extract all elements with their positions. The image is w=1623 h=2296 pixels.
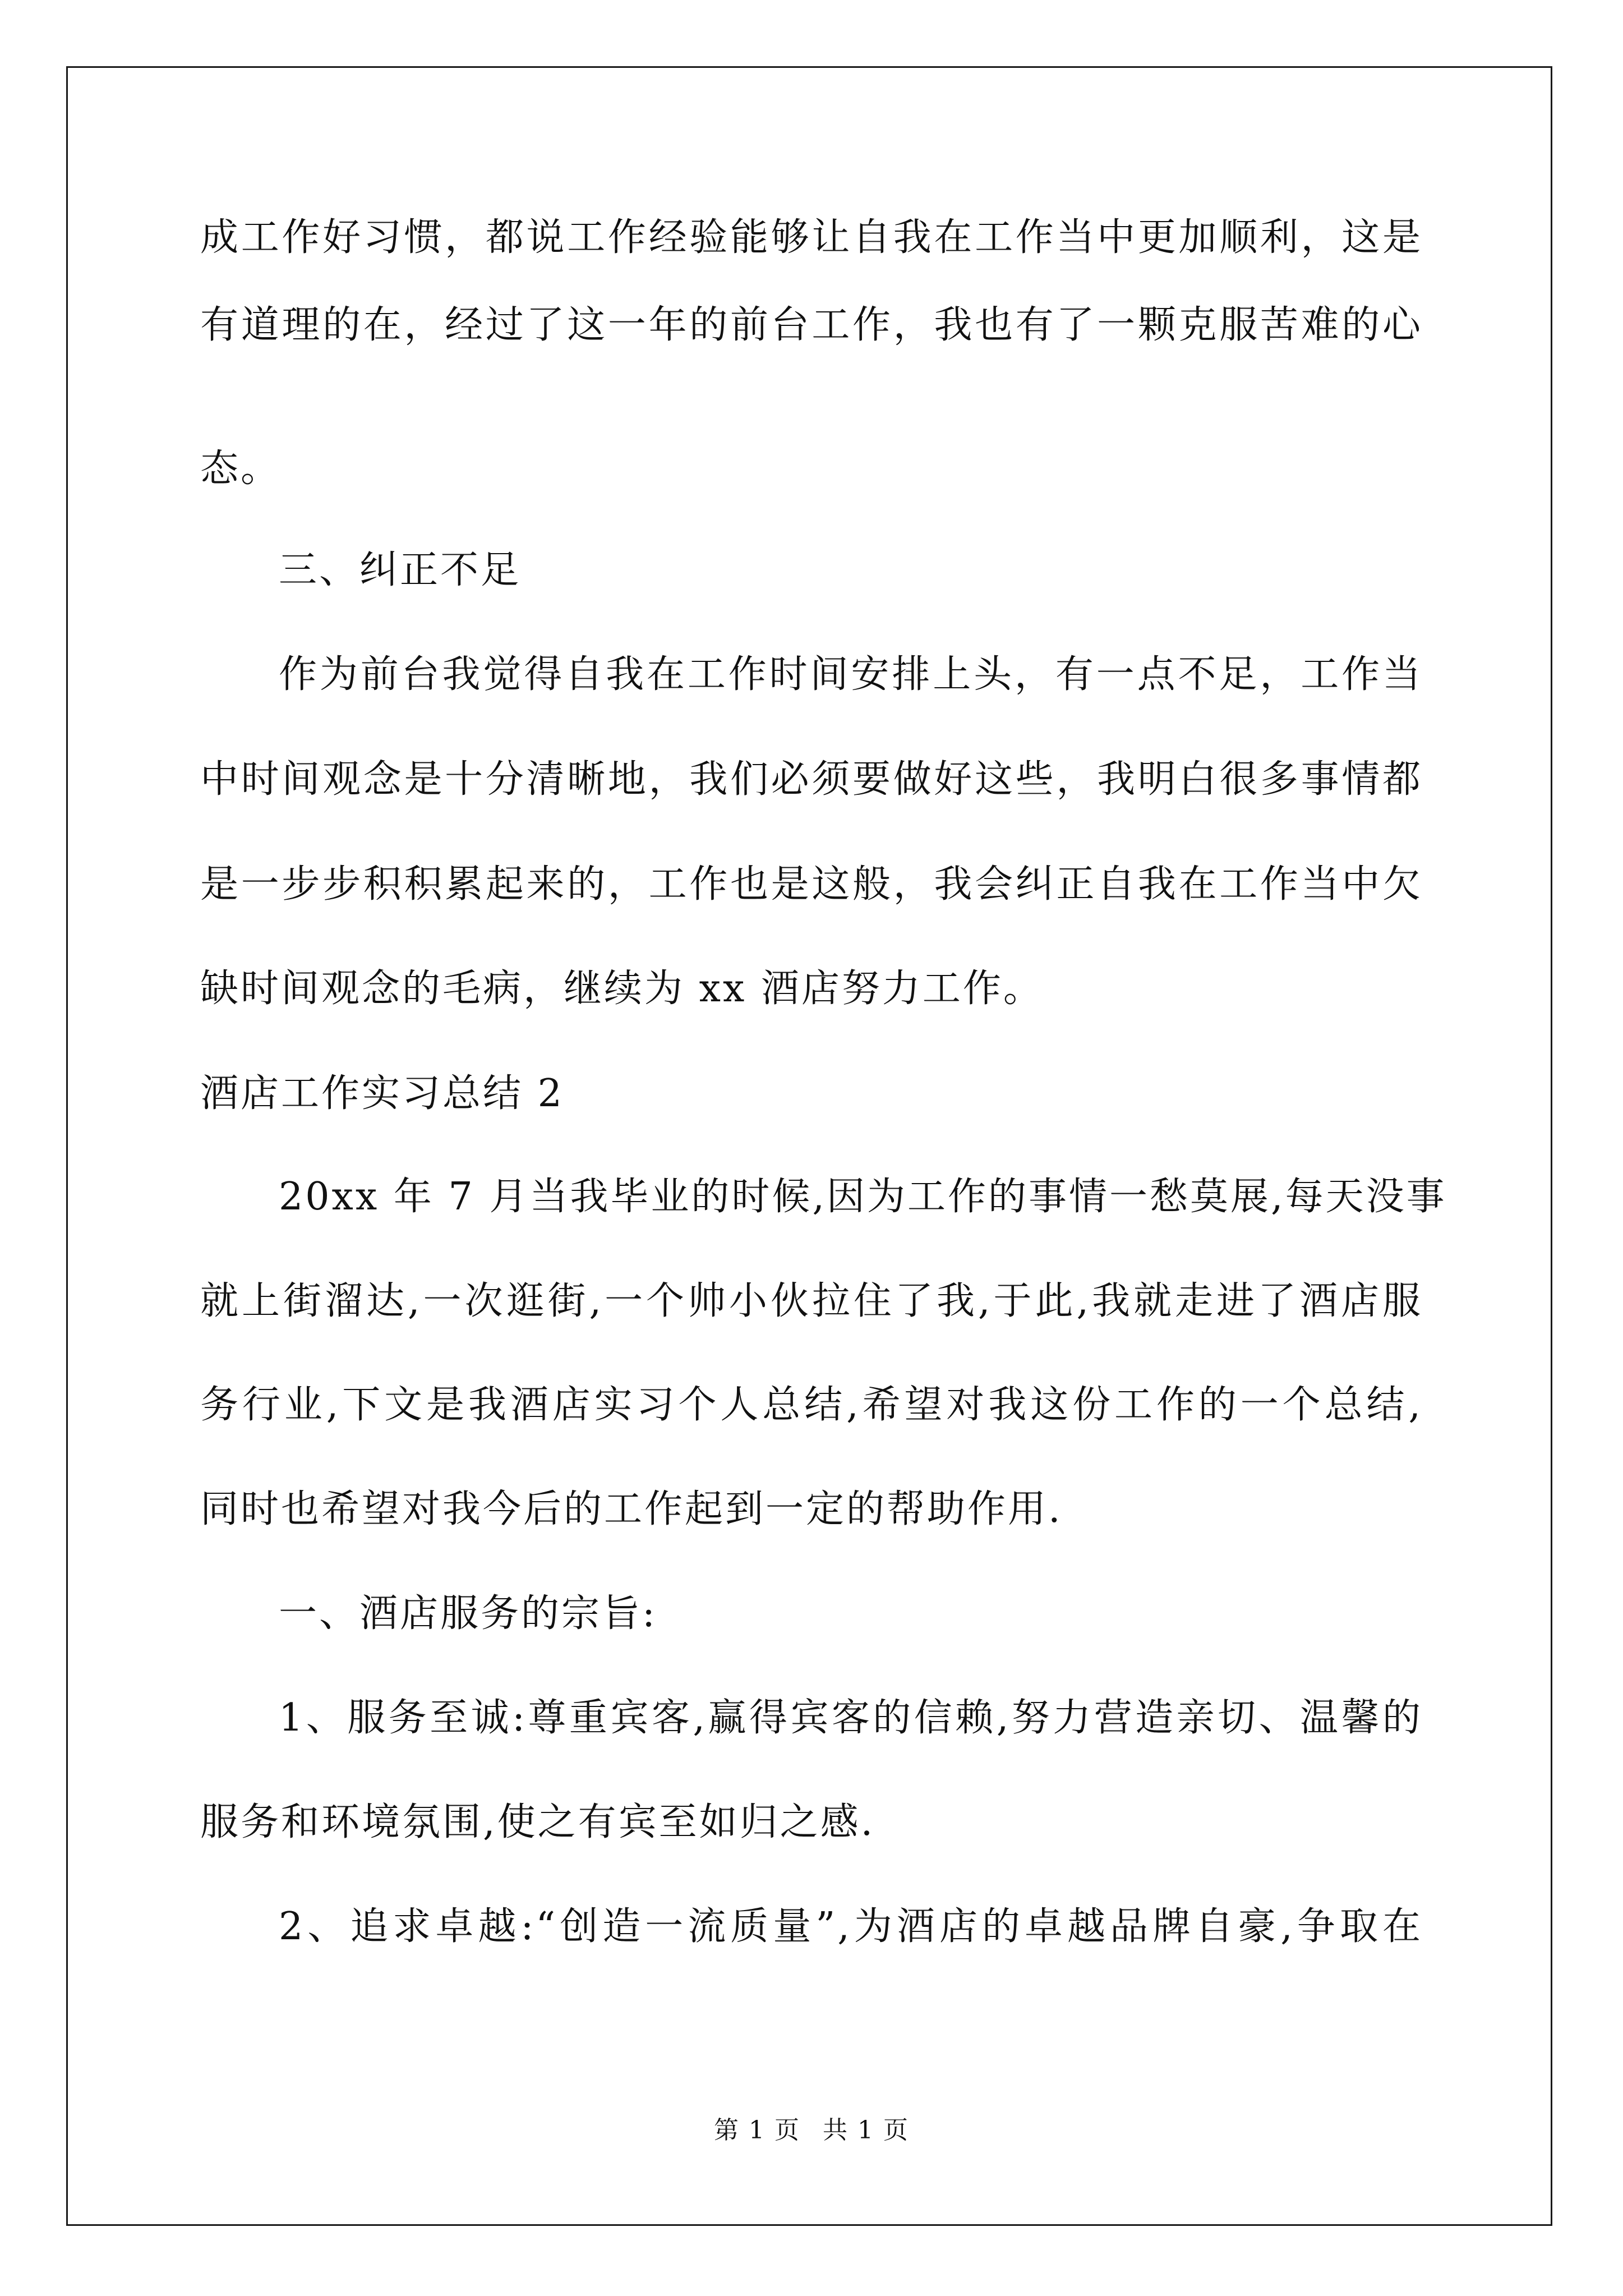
text-line: 服务和环境氛围,使之有宾至如归之感. bbox=[200, 1800, 875, 1844]
text-line: 态。 bbox=[200, 447, 282, 491]
text-line: 有道理的在，经过了这一年的前台工作，我也有了一颗克服苦难的心 bbox=[200, 303, 1423, 347]
document-title: 酒店工作实习总结 2 bbox=[200, 1071, 564, 1116]
text-line: 就上街溜达,一次逛街,一个帅小伙拉住了我,于此,我就走进了酒店服 bbox=[200, 1279, 1423, 1323]
page-total: 共 1 页 bbox=[823, 2116, 909, 2145]
section-heading: 一、酒店服务的宗旨: bbox=[279, 1591, 657, 1636]
text-line: 务行业,下文是我酒店实习个人总结,希望对我这份工作的一个总结, bbox=[200, 1383, 1423, 1427]
text-line: 2、追求卓越:“创造一流质量”,为酒店的卓越品牌自豪,争取在 bbox=[279, 1904, 1423, 1949]
text-line: 同时也希望对我今后的工作起到一定的帮助作用. bbox=[200, 1487, 1063, 1531]
page-footer bbox=[0, 2114, 1623, 2147]
text-line: 20xx 年 7 月当我毕业的时候,因为工作的事情一愁莫展,每天没事 bbox=[279, 1175, 1447, 1219]
section-heading: 三、纠正不足 bbox=[279, 548, 522, 592]
text-line: 缺时间观念的毛病，继续为 xx 酒店努力工作。 bbox=[200, 967, 1044, 1011]
text-line: 1、服务至诚:尊重宾客,赢得宾客的信赖,努力营造亲切、温馨的 bbox=[279, 1696, 1423, 1740]
text-line: 成工作好习惯，都说工作经验能够让自我在工作当中更加顺利，这是 bbox=[200, 215, 1423, 260]
text-line: 中时间观念是十分清晰地，我们必须要做好这些，我明白很多事情都 bbox=[200, 757, 1423, 802]
page-number: 第 1 页 bbox=[714, 2116, 800, 2145]
text-line: 是一步步积积累起来的，工作也是这般，我会纠正自我在工作当中欠 bbox=[200, 862, 1423, 907]
text-line: 作为前台我觉得自我在工作时间安排上头，有一点不足，工作当 bbox=[279, 652, 1423, 697]
